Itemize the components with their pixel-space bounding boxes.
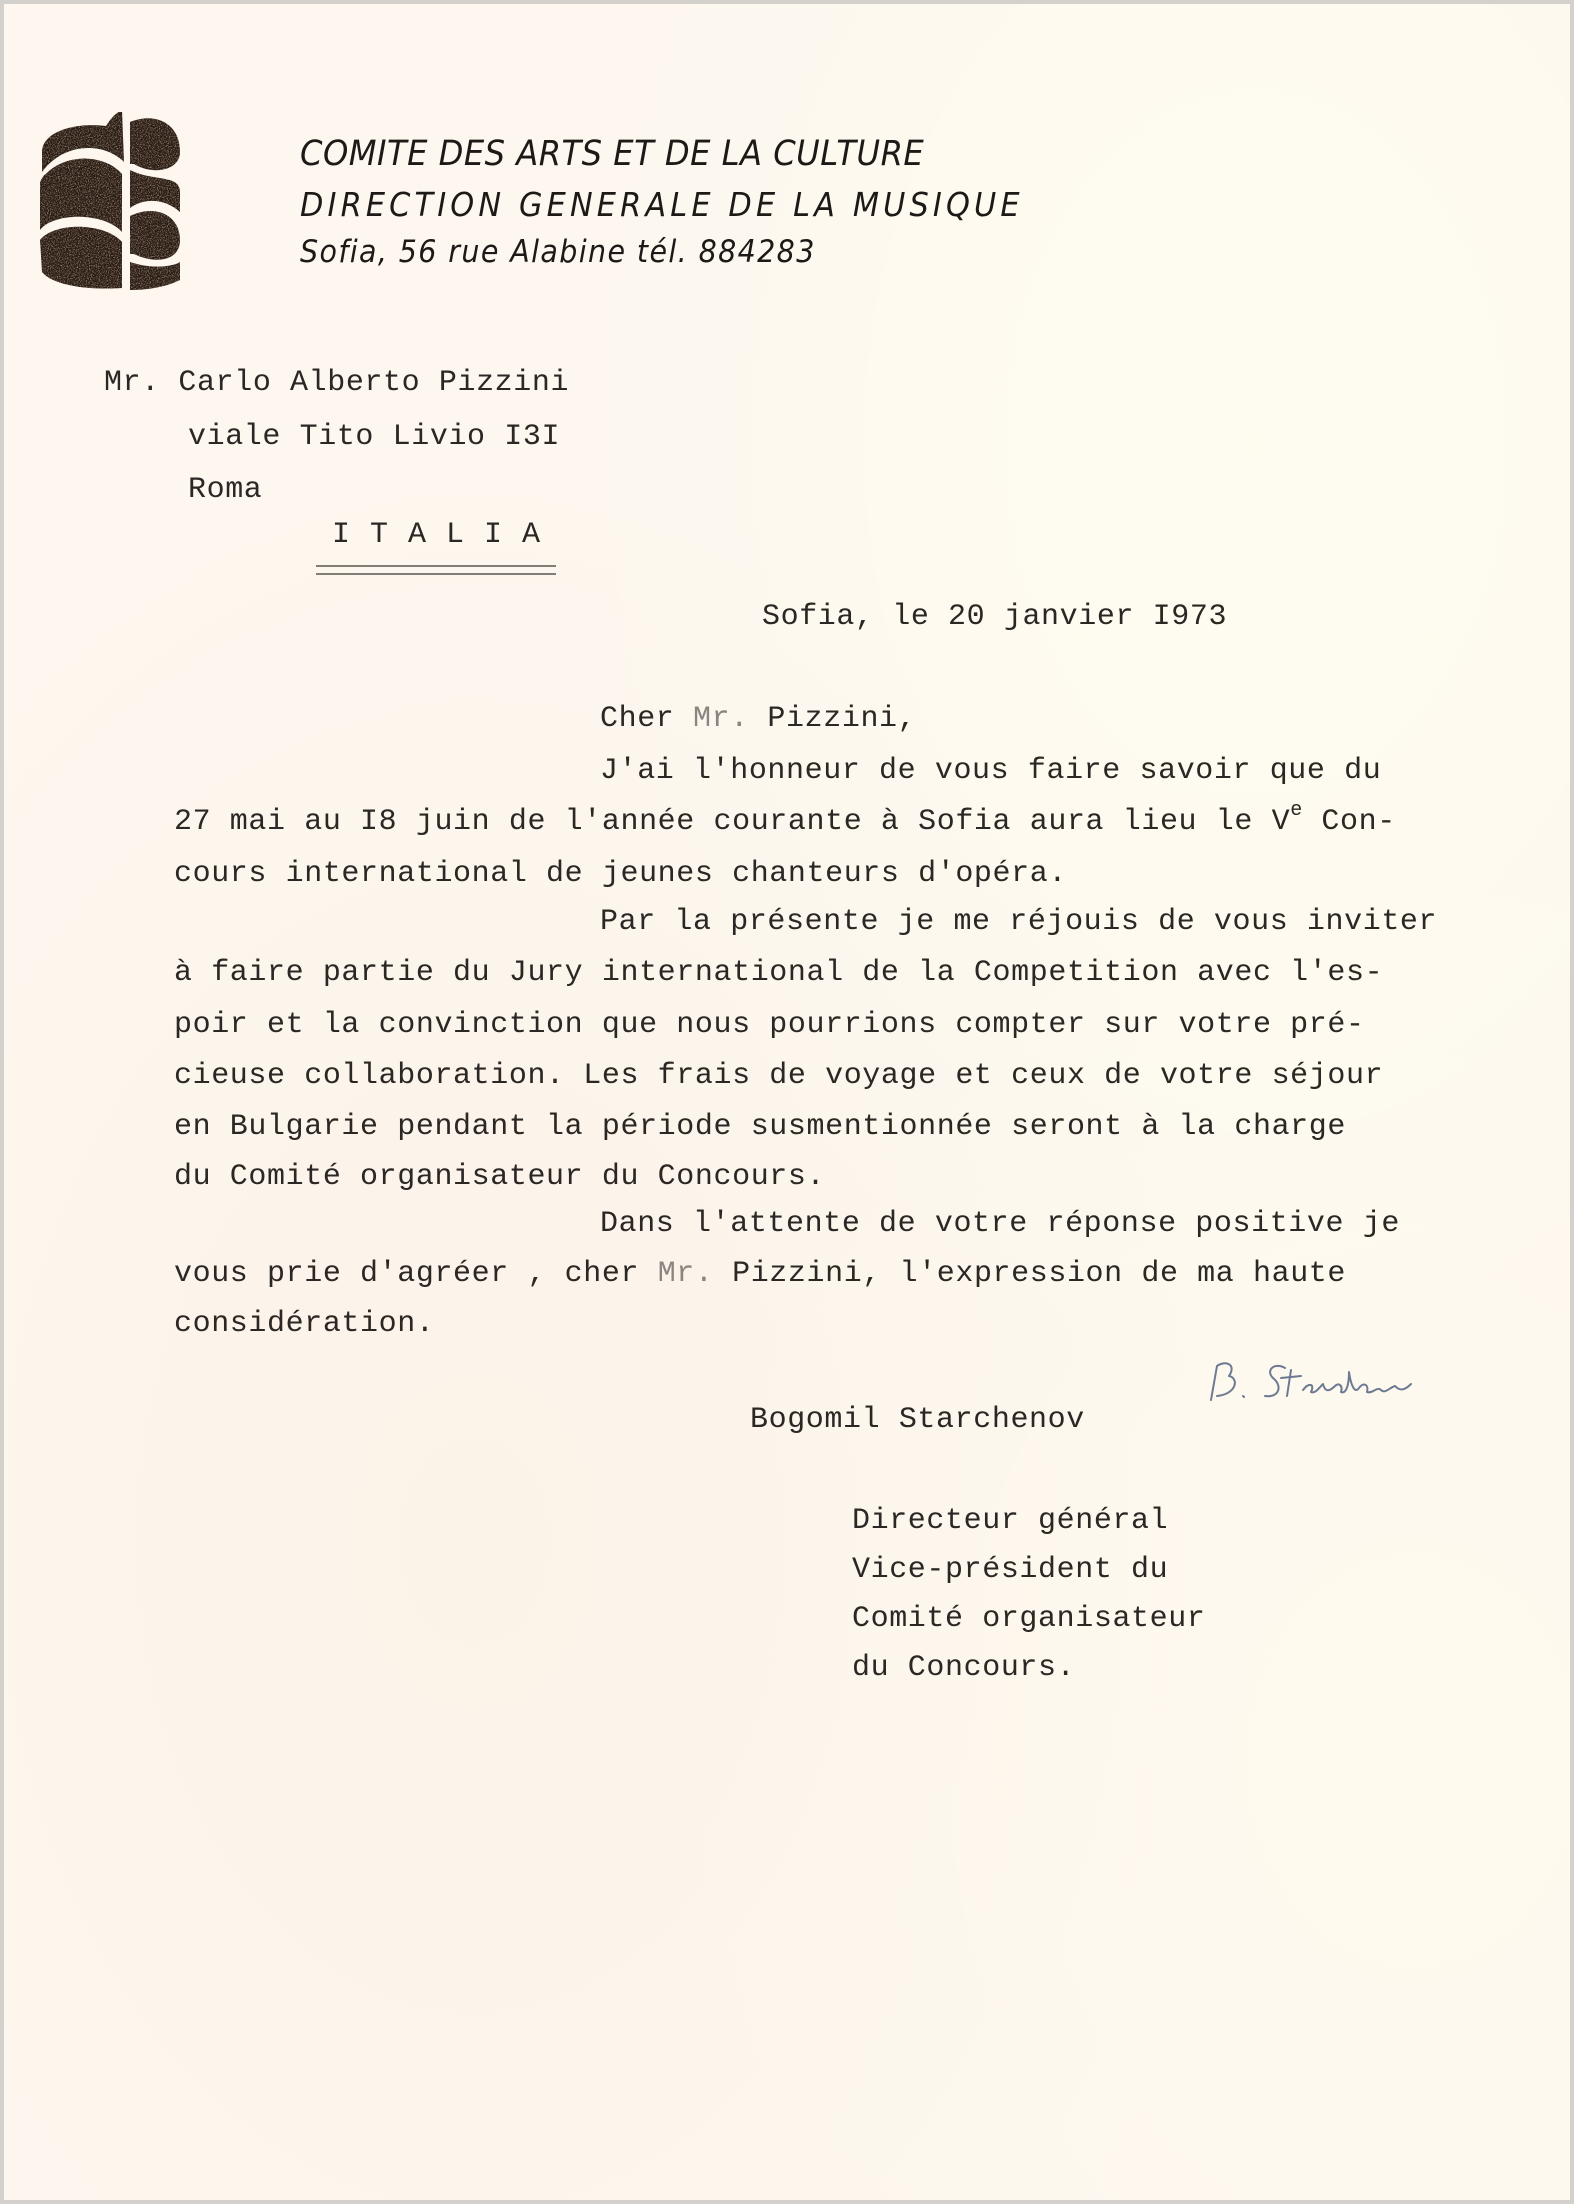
paragraph-line: Par la présente je me réjouis de vous inviter bbox=[600, 905, 1438, 939]
superscript: e bbox=[1290, 799, 1303, 822]
signer-title: du Concours. bbox=[852, 1651, 1076, 1685]
stylized-interlocking-leaf-logo-icon bbox=[34, 112, 184, 290]
signer-title: Directeur général bbox=[852, 1504, 1169, 1538]
organization-address: Sofia, 56 rue Alabine tél. 884283 bbox=[300, 234, 816, 270]
recipient-name-line bbox=[104, 368, 569, 398]
paragraph-line bbox=[174, 799, 1396, 839]
paragraph-line: cieuse collaboration. Les frais de voyage et ceux de votre séjour bbox=[174, 1059, 1384, 1093]
paragraph-line: J'ai l'honneur de vous faire savoir que du bbox=[600, 754, 1382, 788]
department-name: DIRECTION GENERALE DE LA MUSIQUE bbox=[300, 185, 1024, 224]
recipient-prefix: Mr. bbox=[104, 366, 160, 400]
date-line: Sofia, le 20 janvier I973 bbox=[762, 600, 1228, 634]
paragraph-line: Dans l'attente de votre réponse positive je bbox=[600, 1207, 1400, 1241]
paragraph-line-text: Pizzini, l'expression de ma haute bbox=[713, 1257, 1346, 1291]
paragraph-line-text: 27 mai au I8 juin de l'année courante à Sofia aura lieu le V bbox=[174, 805, 1291, 839]
greeting-text: Cher bbox=[600, 702, 694, 736]
organization-name: COMITE DES ARTS ET DE LA CULTURE bbox=[300, 134, 925, 174]
paragraph-line-text: Con- bbox=[1302, 805, 1396, 839]
signer-title: Comité organisateur bbox=[852, 1602, 1206, 1636]
recipient-name: Carlo Alberto Pizzini bbox=[178, 366, 570, 400]
paragraph-line: en Bulgarie pendant la période susmentionnée seront à la charge bbox=[174, 1110, 1346, 1144]
paragraph-line bbox=[174, 1259, 1346, 1289]
paragraph-line: à faire partie du Jury international de la Competition avec l'es- bbox=[174, 956, 1384, 990]
paragraph-line-text: vous prie d'agréer , cher bbox=[174, 1257, 658, 1291]
recipient-street: viale Tito Livio I3I bbox=[188, 420, 561, 454]
greeting-title: Mr. bbox=[693, 702, 749, 736]
recipient-city: Roma bbox=[188, 473, 263, 507]
handwritten-signature bbox=[1199, 1352, 1429, 1412]
signer-name: Bogomil Starchenov bbox=[750, 1403, 1085, 1437]
greeting bbox=[600, 704, 916, 734]
greeting-name: Pizzini, bbox=[748, 702, 917, 736]
title-text: Mr. bbox=[657, 1257, 714, 1291]
paragraph-line: du Comité organisateur du Concours. bbox=[174, 1160, 826, 1194]
paragraph-line: considération. bbox=[174, 1307, 435, 1341]
paragraph-line: cours international de jeunes chanteurs d'opéra. bbox=[174, 857, 1067, 891]
signer-title: Vice-président du bbox=[852, 1553, 1169, 1587]
country-double-underline bbox=[316, 565, 556, 575]
letter-page bbox=[4, 4, 1570, 2200]
paragraph-line: poir et la convinction que nous pourrions compter sur votre pré- bbox=[174, 1008, 1365, 1042]
recipient-country: I T A L I A bbox=[332, 518, 542, 552]
